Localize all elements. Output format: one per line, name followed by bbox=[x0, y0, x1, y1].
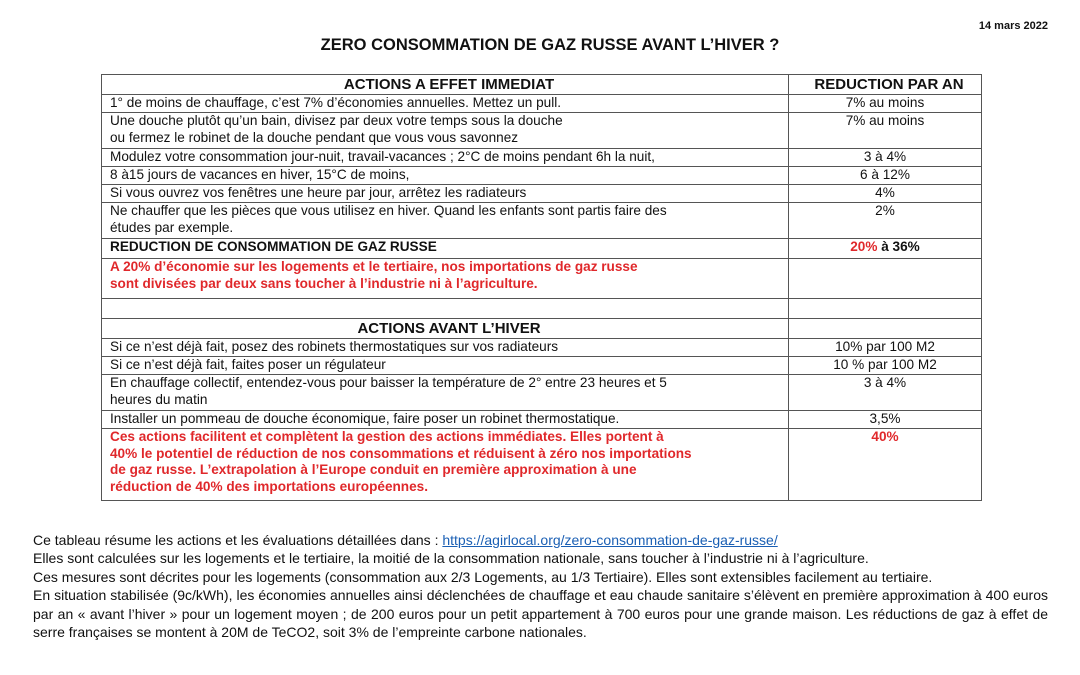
reduction-value: 3 à 4% bbox=[789, 149, 982, 167]
notes-paragraph: En situation stabilisée (9c/kWh), les économies annuelles ainsi déclenchées de chauffage et eau chaude sanitaire s’élèvent en première approximation à 400 euros par an « avant l’hiver » pour un logement moyen ; de 200 euros pour un petit appartement à 700 euros pour une grande maison. Les réductions de gaz à effet de serre françaises se montent à 20M de TeCO2, soit 3% de l’empreinte carbone nationales. bbox=[33, 587, 1048, 641]
action-text: Si ce n’est déjà fait, posez des robinets thermostatiques sur vos radiateurs bbox=[102, 339, 789, 357]
action-text: Si vous ouvrez vos fenêtres une heure par jour, arrêtez les radiateurs bbox=[102, 185, 789, 203]
summary-row bbox=[102, 239, 982, 259]
header-immediate-actions: ACTIONS A EFFET IMMEDIAT bbox=[102, 75, 789, 95]
table-row bbox=[102, 167, 982, 185]
notes-line-source: Ce tableau résume les actions et les évaluations détaillées dans : https://agirlocal.org/zero-consommation-de-gaz-russe/ bbox=[33, 532, 778, 548]
empty-cell bbox=[789, 319, 982, 339]
table-row bbox=[102, 185, 982, 203]
notes-line: Ces mesures sont décrites pour les logements (consommation aux 2/3 Logements, au 1/3 Tertiaire). Elles sont extensibles facilement au tertiaire. bbox=[33, 568, 933, 585]
red-note: A 20% d’économie sur les logements et le tertiaire, nos importations de gaz russe sont divisées par deux sans toucher à l’industrie ni à l’agriculture. bbox=[102, 259, 789, 299]
page-title: ZERO CONSOMMATION DE GAZ RUSSE AVANT L’HIVER ? bbox=[320, 36, 780, 54]
spacer-row bbox=[102, 299, 982, 319]
reduction-value: 7% au moins bbox=[789, 95, 982, 113]
action-text: Modulez votre consommation jour-nuit, travail-vacances ; 2°C de moins pendant 6h la nuit, bbox=[102, 149, 789, 167]
table-row bbox=[102, 203, 982, 239]
table-row bbox=[102, 95, 982, 113]
action-text: Une douche plutôt qu’un bain, divisez par deux votre temps sous la douche ou fermez le robinet de la douche pendant que vous vous savonnez bbox=[102, 113, 789, 149]
summary-label: REDUCTION DE CONSOMMATION DE GAZ RUSSE bbox=[102, 239, 789, 259]
summary-reduction: 20% à 36% bbox=[789, 239, 982, 259]
reduction-value: 6 à 12% bbox=[789, 167, 982, 185]
table-row bbox=[102, 411, 982, 429]
action-text: 8 à15 jours de vacances en hiver, 15°C de moins, bbox=[102, 167, 789, 185]
reduction-value: 10 % par 100 M2 bbox=[789, 357, 982, 375]
reduction-value: 7% au moins bbox=[789, 113, 982, 149]
table-header-row bbox=[102, 75, 982, 95]
notes-block bbox=[33, 531, 1048, 641]
empty-cell bbox=[789, 259, 982, 299]
header-reduction-per-year: REDUCTION PAR AN bbox=[789, 75, 982, 95]
reduction-value: 4% bbox=[789, 185, 982, 203]
reduction-value: 10% par 100 M2 bbox=[789, 339, 982, 357]
action-text: Ne chauffer que les pièces que vous utilisez en hiver. Quand les enfants sont partis faire des études par exemple. bbox=[102, 203, 789, 239]
action-text: Si ce n’est déjà fait, faites poser un régulateur bbox=[102, 357, 789, 375]
table-row bbox=[102, 357, 982, 375]
actions-table bbox=[101, 74, 982, 501]
final-note: Ces actions facilitent et complètent la gestion des actions immédiates. Elles portent à 40% le potentiel de réduction de nos consommations et réduisent à zéro nos importations de gaz russe. L’extrapolation à l’Europe conduit en première approximation à une réduction de 40% des importations européennes. bbox=[102, 429, 789, 501]
reduction-value: 3,5% bbox=[789, 411, 982, 429]
action-text: 1° de moins de chauffage, c’est 7% d’économies annuelles. Mettez un pull. bbox=[102, 95, 789, 113]
document-date: 14 mars 2022 bbox=[978, 20, 1048, 32]
action-text: En chauffage collectif, entendez-vous pour baisser la température de 2° entre 23 heures et 5 heures du matin bbox=[102, 375, 789, 411]
notes-line: Elles sont calculées sur les logements et le tertiaire, la moitié de la consommation nationale, sans toucher à l’industrie ni à l’agriculture. bbox=[33, 550, 869, 567]
reduction-value: 2% bbox=[789, 203, 982, 239]
source-link[interactable]: https://agirlocal.org/zero-consommation-de-gaz-russe/ bbox=[442, 532, 778, 548]
empty-cell bbox=[789, 299, 982, 319]
action-text: Installer un pommeau de douche économique, faire poser un robinet thermostatique. bbox=[102, 411, 789, 429]
summary-red-value: 20% bbox=[850, 239, 878, 254]
table-row bbox=[102, 339, 982, 357]
table-row bbox=[102, 375, 982, 411]
header-before-winter: ACTIONS AVANT L’HIVER bbox=[102, 319, 789, 339]
final-reduction: 40% bbox=[789, 429, 982, 501]
table-row bbox=[102, 113, 982, 149]
table-row bbox=[102, 149, 982, 167]
empty-cell bbox=[102, 299, 789, 319]
red-note-row bbox=[102, 259, 982, 299]
reduction-value: 3 à 4% bbox=[789, 375, 982, 411]
section-header-row bbox=[102, 319, 982, 339]
final-note-row bbox=[102, 429, 982, 501]
